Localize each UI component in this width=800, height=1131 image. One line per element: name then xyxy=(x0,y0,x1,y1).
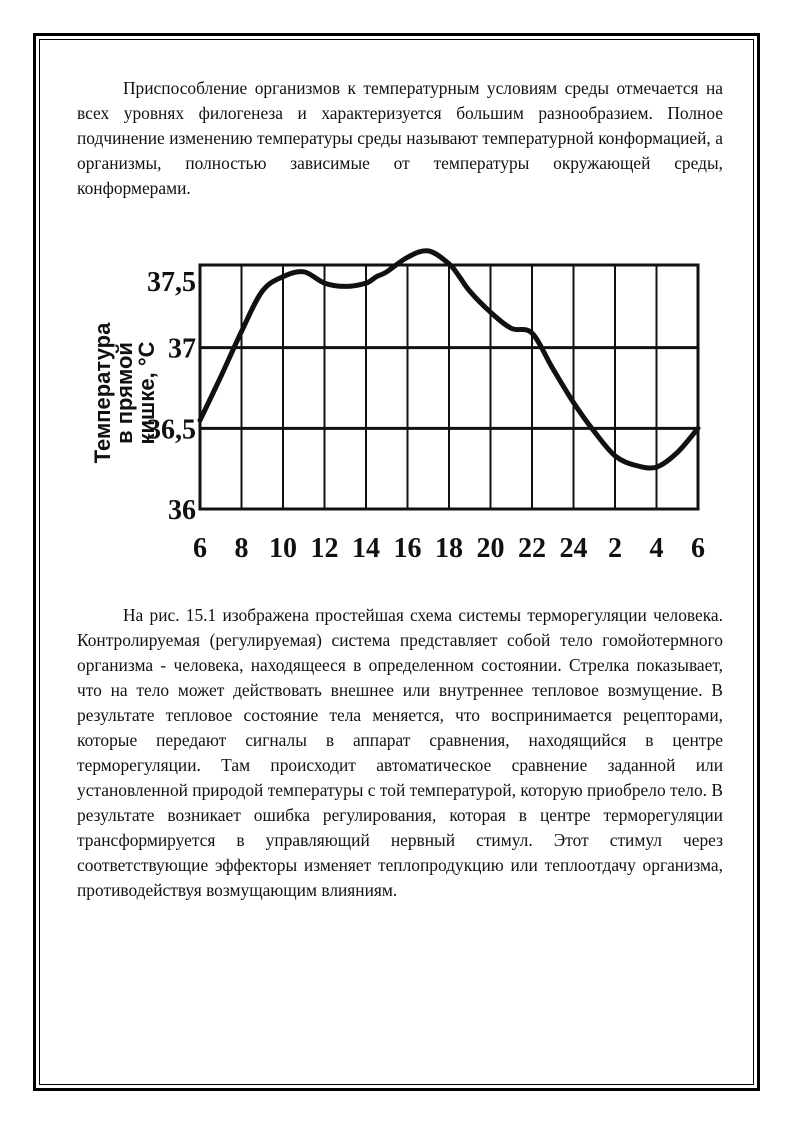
x-tick-label: 8 xyxy=(234,533,249,564)
paragraph-intro: Приспособление организмов к температурным условиям среды отмечается на всех уровнях филогенеза и характеризуется большим разнообразием. Полное подчинение изменению температуры среды называют температурной конформацией, а организмы, полностью зависимые от температуры окружающей среды, конформерами. xyxy=(77,78,723,198)
x-tick-label: 16 xyxy=(393,533,422,564)
x-tick-label: 14 xyxy=(352,533,380,564)
x-tick-label: 2 xyxy=(608,533,622,564)
x-tick-label: 18 xyxy=(435,533,463,564)
chart-grid xyxy=(200,265,698,509)
x-tick-labels xyxy=(193,533,705,564)
x-tick-label: 12 xyxy=(310,533,339,564)
x-tick-label: 10 xyxy=(269,533,297,564)
paragraph-thermoregulation: На рис. 15.1 изображена простейшая схема системы терморегуляции человека. Контролируемая (регулируемая) система представляет собой тело гомойотермного организма - человека, находящееся в определенном состоянии. Стрелка показывает, что на тело может действовать внешнее или внутреннее тепловое возмущение. В результате тепловое состояние тела меняется, что воспринимается рецепторами, которые передают сигналы в аппарат сравнения, находящийся в центре терморегуляции. Там происходит автоматическое сравнение заданной или установленной природой температуры с той температурой, которую приобрело тело. В результате возникает ошибка регулирования, которая в центре терморегуляции трансформируется в управляющий нервный стимул. Этот стимул через соответствующие эффекторы изменяет теплопродукцию или теплоотдачу организма, противодействуя возмущающим влияниям. xyxy=(77,605,723,900)
x-tick-label: 6 xyxy=(193,533,207,564)
y-tick-label: 36,5 xyxy=(147,414,196,446)
y-tick-label: 36 xyxy=(168,495,196,526)
y-axis-label-line-1: Температура xyxy=(90,322,115,464)
x-tick-label: 20 xyxy=(476,533,505,564)
x-tick-label: 24 xyxy=(559,533,588,564)
x-tick-label: 6 xyxy=(691,533,705,564)
x-tick-label: 22 xyxy=(518,533,546,564)
temperature-chart xyxy=(88,245,718,575)
y-axis-label-line-3: кишке, °С xyxy=(134,341,159,445)
y-axis-label-line-2: в прямой xyxy=(112,342,137,444)
y-tick-label: 37 xyxy=(168,333,196,365)
y-tick-label: 37,5 xyxy=(147,267,196,298)
x-tick-label: 4 xyxy=(649,533,664,564)
